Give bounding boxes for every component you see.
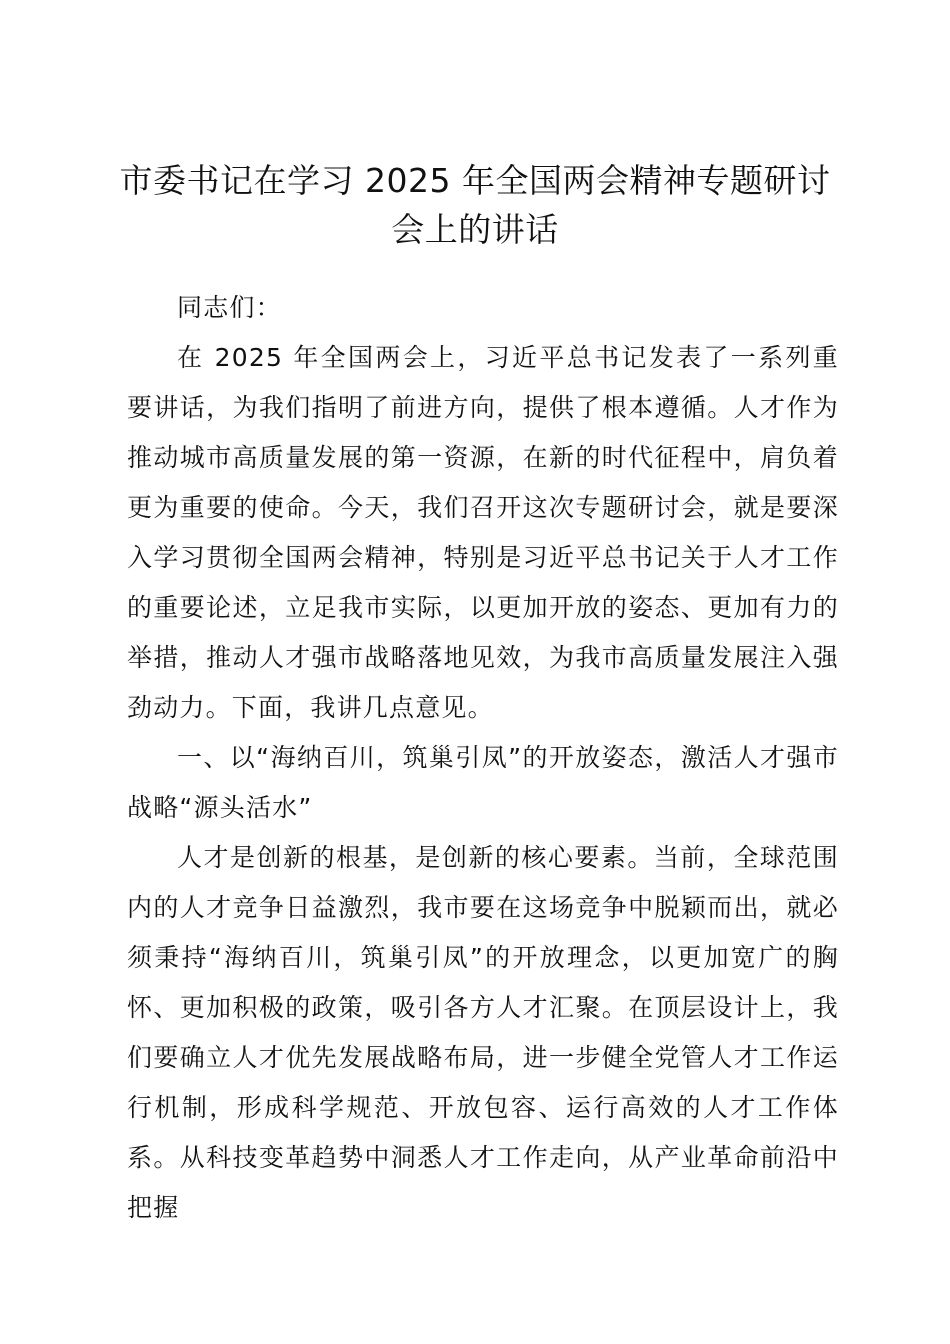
paragraph-intro: 在 2025 年全国两会上，习近平总书记发表了一系列重要讲话，为我们指明了前进方向，提供了根本遵循。人才作为推动城市高质量发展的第一资源，在新的时代征程中，肩负着更为重要的使命。今天，我们召开这次专题研讨会，就是要深入学习贯彻全国两会精神，特别是习近平总书记关于人才工作的重要论述，立足我市实际，以更加开放的姿态、更加有力的举措，推动人才强市战略落地见效，为我市高质量发展注入强劲动力。下面，我讲几点意见。	[127, 343, 839, 722]
salutation: 同志们：	[177, 293, 282, 322]
paragraph-section-1: 人才是创新的根基，是创新的核心要素。当前，全球范围内的人才竞争日益激烈，我市要在这场竞争中脱颖而出，就必须秉持“海纳百川，筑巢引凤”的开放理念，以更加宽广的胸怀、更加积极的政策，吸引各方人才汇聚。在顶层设计上，我们要确立人才优先发展战略布局，进一步健全党管人才工作运行机制，形成科学规范、开放包容、运行高效的人才工作体系。从科技变革趋势中洞悉人才工作走向，从产业革命前沿中把握	[127, 843, 839, 1222]
document-title: 市委书记在学习 2025 年全国两会精神专题研讨会上的讲话	[119, 161, 831, 249]
section-heading-1: 一、以“海纳百川，筑巢引凤”的开放姿态，激活人才强市战略“源头活水”	[127, 743, 839, 822]
document-body	[127, 283, 839, 1233]
